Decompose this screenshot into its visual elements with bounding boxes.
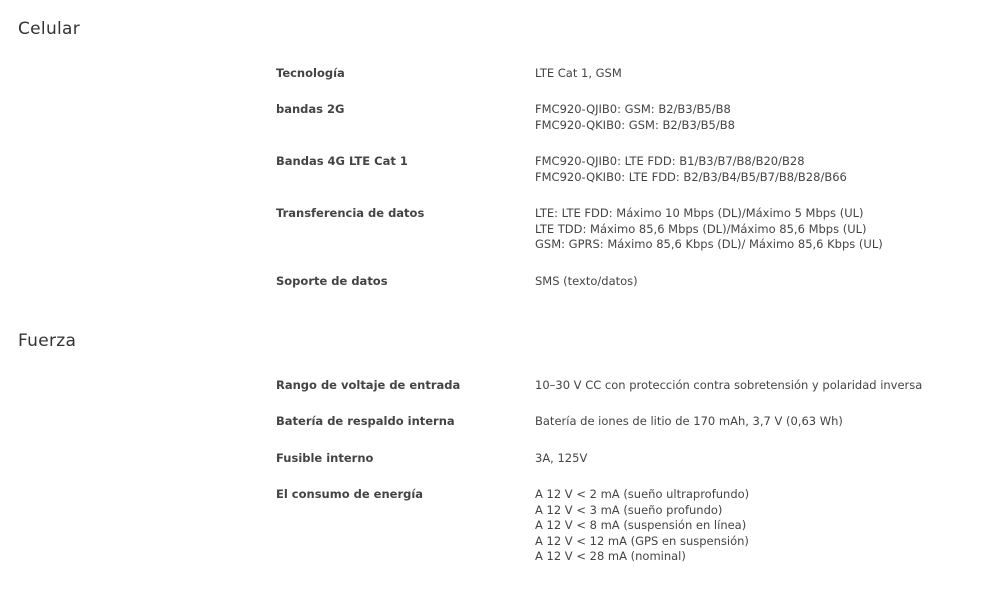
spec-values [535,102,735,133]
spec-value: FMC920-QJIB0: LTE FDD: B1/B3/B7/B8/B20/B28 [535,154,805,168]
spec-value: A 12 V < 12 mA (GPS en suspensión) [535,533,749,548]
spec-value: GSM: GPRS: Máximo 85,6 Kbps (DL)/ Máximo 85,6 Kbps (UL) [535,237,883,251]
spec-values [535,487,749,565]
spec-value: 3A, 125V [535,451,588,465]
spec-values [535,451,587,467]
spec-values [535,206,883,253]
spec-value: A 12 V < 8 mA (suspensión en línea) [535,518,747,532]
spec-label: Bandas 4G LTE Cat 1 [276,154,408,168]
spec-values [535,414,843,430]
spec-value: FMC920-QKIB0: GSM: B2/B3/B5/B8 [535,117,735,132]
spec-value: A 12 V < 2 mA (sueño ultraprofundo) [535,487,750,501]
spec-values [535,66,622,82]
spec-value: SMS (texto/datos) [535,274,638,288]
spec-value: LTE Cat 1, GSM [535,66,622,80]
section-title-fuerza: Fuerza [18,331,77,351]
spec-value: 10–30 V CC con protección contra sobretensión y polaridad inversa [535,378,923,392]
spec-label: Transferencia de datos [276,206,425,220]
spec-label: El consumo de energía [276,487,424,501]
spec-value: Batería de iones de litio de 170 mAh, 3,7 V (0,63 Wh) [535,414,843,428]
spec-values [535,378,922,394]
spec-label: Soporte de datos [276,274,388,288]
spec-value: A 12 V < 3 mA (sueño profundo) [535,502,723,517]
spec-values [535,274,638,290]
spec-label: Tecnología [276,66,345,80]
spec-label: Fusible interno [276,451,374,465]
spec-value: FMC920-QKIB0: LTE FDD: B2/B3/B4/B5/B7/B8/B28/B66 [535,169,847,184]
spec-value: FMC920-QJIB0: GSM: B2/B3/B5/B8 [535,102,731,116]
spec-values [535,154,847,185]
spec-label: Batería de respaldo interna [276,414,455,428]
spec-value: A 12 V < 28 mA (nominal) [535,549,686,563]
spec-label: bandas 2G [276,102,345,116]
spec-value: LTE: LTE FDD: Máximo 10 Mbps (DL)/Máximo 5 Mbps (UL) [535,206,864,220]
spec-value: LTE TDD: Máximo 85,6 Mbps (DL)/Máximo 85,6 Mbps (UL) [535,221,867,236]
spec-label: Rango de voltaje de entrada [276,378,461,392]
section-title-celular: Celular [18,19,81,39]
